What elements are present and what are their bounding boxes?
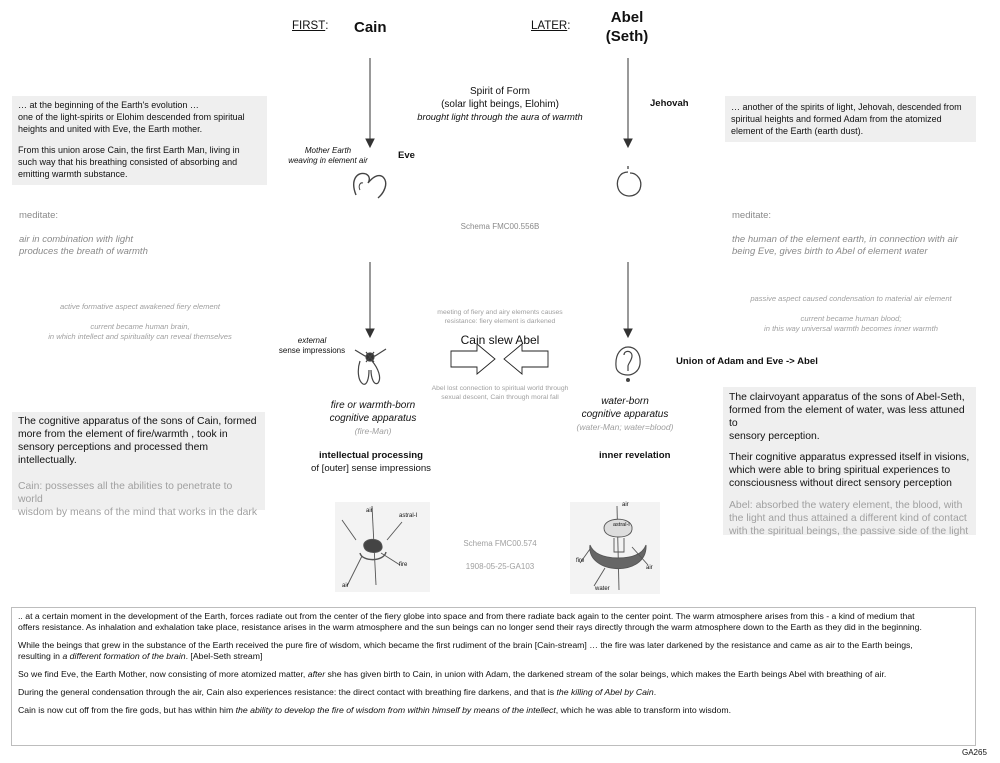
cain-cognition-line: more from the element of fire/warmth , took in <box>18 429 228 440</box>
intellectual-line: intellectual processing <box>319 450 423 461</box>
abel-sketch-astral: astral-I <box>613 522 630 528</box>
left-meditate-line: produces the breath of warmth <box>19 246 148 257</box>
abel-cognition-line: sensory perception. <box>729 431 820 442</box>
narrative-p1 <box>18 611 969 633</box>
right-aspect-line: current became human blood; <box>800 314 902 323</box>
cain-cognition-line: The cognitive apparatus of the sons of Cain, formed <box>18 416 257 427</box>
first-colon: : <box>325 20 329 32</box>
jehovah-label: Jehovah <box>650 98 689 109</box>
narrative-text: she has given birth to Cain, in union with Adam, the darkened stream of the solar beings, which makes the Earth beings Abel with breathing of air. <box>325 669 887 679</box>
narrative-text: .. at a certain moment in the development of the Earth, forces radiate out from the center of the fiery globe into space and from there radiate back again to the center point. The warm atmosphere arises from this - a kind of medium that <box>18 611 915 621</box>
right-aspect-line: in this way universal warmth becomes inner warmth <box>764 324 938 333</box>
union-label: Union of Adam and Eve -> Abel <box>676 356 818 367</box>
abel-lost-line: sexual descent, Cain through moral fall <box>441 394 559 401</box>
right-meditate-line: the human of the element earth, in connection with air <box>732 234 959 245</box>
jehovah-box-line: spiritual heights and formed Adam from the atomized <box>731 114 942 124</box>
narrative-emphasis: the killing of Abel by Cain <box>556 687 654 697</box>
jehovah-box-line: element of the Earth (earth dust). <box>731 126 864 136</box>
abel-sketch-water: water <box>595 586 610 592</box>
spirit-of-form-note: brought light through the aura of warmth <box>417 112 583 122</box>
cain-sketch-air: air <box>366 508 373 514</box>
footer-code: GA265 <box>962 748 987 757</box>
schema2-id: Schema FMC00.574 <box>463 539 537 548</box>
narrative-text: offers resistance. As inhalation and exhalation take place, resistance arises in the warm atmosphere and the sun beings can no longer send their rays directly through the warm atmosphere down to the Earth as they did in the beginning. <box>18 622 922 632</box>
cain-title: Cain <box>354 19 387 36</box>
narrative-text: resulting in <box>18 651 63 661</box>
water-born-line: water-born <box>601 396 649 407</box>
elohim-box-line: emitting warmth substance. <box>18 169 128 179</box>
abel-cognition-note: with the spiritual beings, the passive side of the light <box>729 526 969 537</box>
left-aspect-line: in which intellect and spirituality can reveal themselves <box>48 332 232 341</box>
narrative-text: During the general condensation through the air, Cain also experiences resistance: the direct contact with breathing fire darkens, and that is <box>18 687 557 697</box>
narrative-text: So we find Eve, the Earth Mother, now consisting of more atomized matter, <box>18 669 308 679</box>
fire-born-line: fire or warmth-born <box>330 400 416 411</box>
external-line: sense impressions <box>278 346 346 355</box>
cain-cognition-note: wisdom by means of the mind that works in the dark <box>18 507 258 518</box>
later-label-text: LATER <box>531 20 568 32</box>
intellectual-line: of [outer] sense impressions <box>311 462 431 474</box>
narrative-p5 <box>18 705 969 716</box>
schema-label-2 <box>440 538 560 572</box>
narrative-box <box>11 607 976 746</box>
mother-earth-line: weaving in element air <box>288 156 368 165</box>
narrative-emphasis: a different formation of the brain <box>62 651 186 661</box>
seth-name: (Seth) <box>605 28 649 45</box>
abel-cognition-note: Abel: absorbed the watery element, the blood, with <box>729 500 963 511</box>
meeting-line: meeting of fiery and airy elements causes <box>437 309 563 316</box>
spirit-of-form-title: Spirit of Form <box>469 86 530 97</box>
cain-slew-abel: Cain slew Abel <box>460 333 540 347</box>
fire-born-line: cognitive apparatus <box>329 412 417 424</box>
abel-sketch-fire: fire <box>576 558 585 564</box>
right-meditate-line: being Eve, gives birth to Abel of element water <box>732 246 928 257</box>
water-born-note: (water-Man; water=blood) <box>576 422 674 432</box>
narrative-emphasis: after <box>307 669 326 679</box>
abel-cognition-note: the light and thus attained a different kind of contact <box>729 513 967 524</box>
left-meditate-line: air in combination with light <box>19 234 134 245</box>
elohim-box-line: one of the light-spirits or Elohim descended from spiritual <box>18 112 245 122</box>
right-aspect-line: passive aspect caused condensation to material air element <box>750 294 952 303</box>
spirit-of-form-subtitle: (solar light beings, Elohim) <box>441 98 559 110</box>
abel-cognition-line: formed from the element of water, was less attuned to <box>729 405 965 429</box>
abel-lost-line: Abel lost connection to spiritual world through <box>431 385 569 392</box>
cain-sketch-air2: air <box>342 583 349 589</box>
narrative-text: . <box>653 687 657 697</box>
meeting-line: resistance: fiery element is darkened <box>444 318 556 325</box>
abel-sketch-air: air <box>622 502 629 508</box>
narrative-text: , which he was able to transform into wisdom. <box>555 705 732 715</box>
elohim-box-line: … at the beginning of the Earth's evolution … <box>18 100 199 110</box>
narrative-text: Cain is now cut off from the fire gods, but has within him <box>18 705 236 715</box>
cain-sketch-fire: fire <box>399 562 408 568</box>
abel-cognition-line: consciousness without direct sensory perception <box>729 478 952 489</box>
cain-cognition-line: sensory perceptions and processed them intellectually. <box>18 442 209 466</box>
external-line: external <box>297 336 327 345</box>
first-label-text: FIRST <box>292 20 326 32</box>
cain-sketch-astral: astral-I <box>399 513 418 519</box>
abel-cognition-line: The clairvoyant apparatus of the sons of Abel-Seth, <box>729 392 965 403</box>
narrative-p4 <box>18 687 969 698</box>
abel-cognition-line: which were able to bring spiritual experiences to <box>729 465 951 476</box>
narrative-p2 <box>18 640 969 662</box>
narrative-text: While the beings that grew in the substance of the Earth received the pure fire of wisdom, which became the first rudiment of the brain [Cain-stream] … the fire was later darkened by the resistance and came as air to the Earth beings, <box>18 640 913 650</box>
water-born-line: cognitive apparatus <box>581 408 669 420</box>
elohim-box-line: such way that his breathing consisted of absorbing and <box>18 157 238 167</box>
mother-earth-line: Mother Earth <box>304 146 352 155</box>
jehovah-box-line: … another of the spirits of light, Jehovah, descended from <box>731 102 962 112</box>
left-meditate-title: meditate: <box>19 210 59 221</box>
schema2-date: 1908-05-25-GA103 <box>465 562 535 571</box>
narrative-p3 <box>18 669 969 680</box>
left-aspect-line: active formative aspect awakened fiery element <box>60 302 220 311</box>
eve-label: Eve <box>398 150 415 161</box>
schema-label-1: Schema FMC00.556B <box>460 222 540 231</box>
abel-sketch-air2: air <box>646 565 653 571</box>
narrative-text: . [Abel-Seth stream] <box>185 651 263 661</box>
later-colon: : <box>567 20 571 32</box>
inner-revelation-label: inner revelation <box>599 450 671 461</box>
cain-cognition-note: Cain: possesses all the abilities to penetrate to world <box>18 481 233 505</box>
elohim-box-line: heights and united with Eve, the Earth mother. <box>18 124 203 134</box>
right-meditate-title: meditate: <box>732 210 772 221</box>
narrative-emphasis: the ability to develop the fire of wisdom from within himself by means of the intellect <box>235 705 556 715</box>
fire-born-note: (fire-Man) <box>354 426 392 436</box>
abel-cognition-line: Their cognitive apparatus expressed itself in visions, <box>729 452 970 463</box>
abel-schema-sketch <box>570 502 660 594</box>
elohim-box-line: From this union arose Cain, the first Earth Man, living in <box>18 145 240 155</box>
left-aspect-line: current became human brain, <box>90 322 190 331</box>
abel-name: Abel <box>610 9 644 26</box>
